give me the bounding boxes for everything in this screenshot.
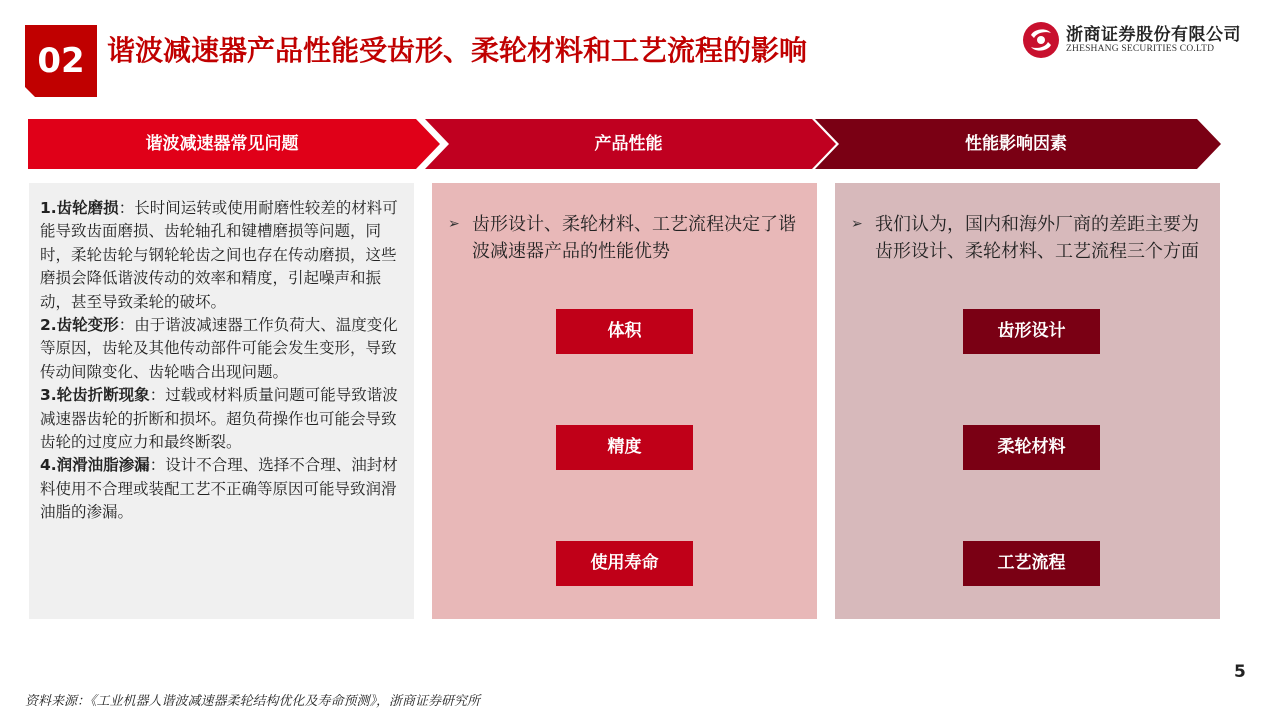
banner-common-problems [28, 119, 440, 169]
factors-bullet [851, 211, 1211, 265]
banner-label: 性能影响因素 [965, 134, 1067, 154]
problem-title: 3.轮齿折断现象 [40, 386, 150, 405]
arrow-bullet-icon: ➢ [448, 216, 460, 232]
tag-tooth-profile: 齿形设计 [963, 309, 1100, 354]
tag-volume: 体积 [556, 309, 693, 354]
performance-bullet [448, 211, 808, 265]
problem-title: 4.润滑油脂渗漏 [40, 456, 150, 475]
factors-panel [835, 183, 1220, 619]
problem-title: 2.齿轮变形 [40, 316, 119, 335]
problem-title: 1.齿轮磨损 [40, 199, 119, 217]
banner-factors [815, 119, 1221, 169]
problem-item [40, 384, 408, 454]
factors-bullet-text: 我们认为，国内和海外厂商的差距主要为齿形设计、柔轮材料、工艺流程三个方面 [875, 214, 1199, 262]
performance-panel [432, 183, 817, 619]
problem-item [40, 454, 408, 524]
performance-bullet-text: 齿形设计、柔轮材料、工艺流程决定了谐波减速器产品的性能优势 [472, 214, 796, 262]
tag-flexspline-material: 柔轮材料 [963, 425, 1100, 470]
tag-service-life: 使用寿命 [556, 541, 693, 586]
page-number: 5 [1234, 662, 1246, 682]
tag-precision: 精度 [556, 425, 693, 470]
problems-panel [29, 183, 414, 619]
problem-item [40, 197, 408, 314]
company-logo [1020, 18, 1260, 62]
tag-process-flow: 工艺流程 [963, 541, 1100, 586]
problem-text: ：由于谐波减速器工作负荷大、温度变化等原因，齿轮及其他传动部件可能会发生变形，导致传动间隙变化、齿轮啮合出现问题。 [40, 316, 398, 381]
problem-item [40, 314, 408, 384]
arrow-bullet-icon: ➢ [851, 216, 863, 232]
zheshang-logo-icon [1022, 21, 1060, 59]
banner-performance [425, 119, 836, 169]
section-number-badge [25, 25, 97, 97]
problem-text: ：设计不合理、选择不合理、油封材料使用不合理或装配工艺不正确等原因可能导致润滑油脂的渗漏。 [40, 456, 398, 522]
problems-list [40, 197, 408, 525]
problem-text: ：长时间运转或使用耐磨性较差的材料可能导致齿面磨损、齿轮轴孔和键槽磨损等问题，同时，柔轮齿轮与钢轮轮齿之间也存在传动磨损，这些磨损会降低谐波传动的效率和精度，引起噪声和振动，甚至导致柔轮的破坏。 [40, 199, 398, 311]
logo-name-en: ZHESHANG SECURITIES CO.LTD [1066, 44, 1215, 54]
banner-label: 谐波减速器常见问题 [145, 134, 299, 154]
page-title: 谐波减速器产品性能受齿形、柔轮材料和工艺流程的影响 [107, 34, 808, 67]
problem-text: ：过载或材料质量问题可能导致谐波减速器齿轮的折断和损坏。超负荷操作也可能会导致齿轮的过度应力和最终断裂。 [40, 386, 398, 452]
banner-label: 产品性能 [594, 134, 663, 154]
source-note: 资料来源：《工业机器人谐波减速器柔轮结构优化及寿命预测》，浙商证券研究所 [25, 694, 481, 709]
logo-name-cn: 浙商证券股份有限公司 [1066, 25, 1241, 45]
section-number: 02 [37, 41, 85, 81]
